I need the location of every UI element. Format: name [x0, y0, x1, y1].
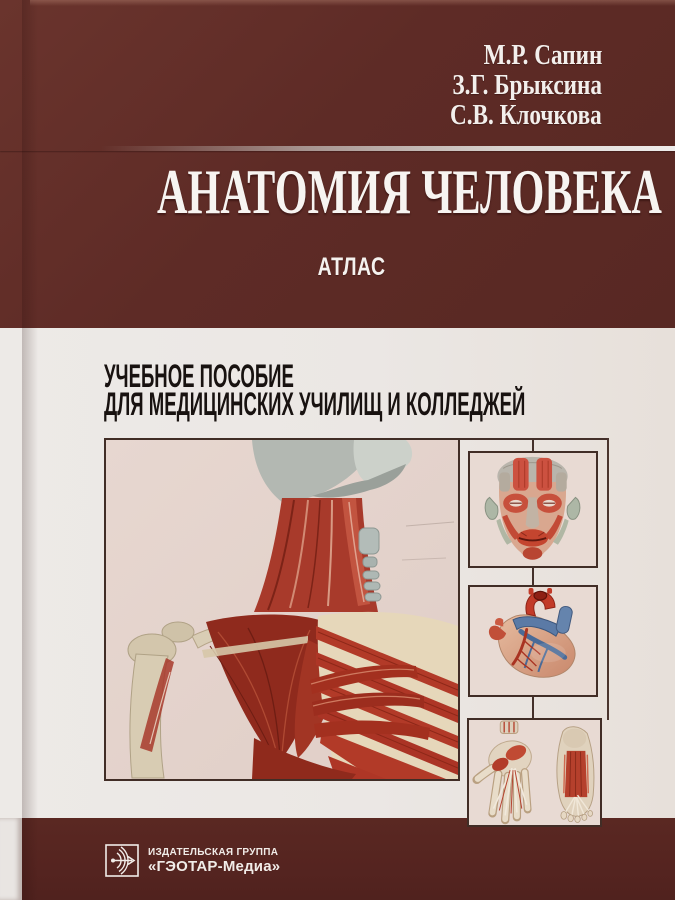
- publisher-text: [148, 846, 280, 875]
- book-title: АНАТОМИЯ ЧЕЛОВЕКА: [157, 156, 662, 227]
- author-list: [412, 40, 602, 130]
- audience-line-1: УЧЕБНОЕ ПОСОБИЕ: [104, 358, 294, 394]
- publisher-name-label: «ГЭОТАР-Медиа»: [148, 858, 281, 875]
- author-2: З.Г. Брыксина: [452, 69, 602, 101]
- hand-foot-svg: [469, 720, 600, 825]
- book-subtitle: АТЛАС: [317, 253, 385, 281]
- heart-illustration: [468, 585, 598, 697]
- frame-connector-1: [532, 438, 534, 451]
- main-illustration: [104, 438, 460, 781]
- publisher-block: [105, 844, 280, 877]
- audience-text: [104, 358, 675, 422]
- face-illustration: [470, 453, 596, 566]
- neck-shoulder-illustration: [106, 440, 458, 779]
- hand-foot-illustration: [467, 718, 602, 827]
- heart-svg: [470, 587, 596, 695]
- book-page-edge: [0, 818, 22, 900]
- frame-connector-2: [532, 568, 534, 585]
- face-muscles-illustration: [468, 451, 598, 568]
- frame-connector-3: [532, 697, 534, 718]
- audience-line-2: ДЛЯ МЕДИЦИНСКИХ УЧИЛИЩ И КОЛЛЕДЖЕЙ: [104, 386, 526, 422]
- author-1: М.Р. Сапин: [483, 39, 602, 71]
- cover-bottom-maroon: [0, 818, 675, 900]
- geotar-logo-icon: [105, 844, 139, 877]
- silver-divider-line: [0, 146, 675, 151]
- publisher-group-label: ИЗДАТЕЛЬСКАЯ ГРУППА: [148, 847, 279, 858]
- author-3: С.В. Клочкова: [450, 99, 602, 131]
- frame-right-rule: [607, 438, 609, 720]
